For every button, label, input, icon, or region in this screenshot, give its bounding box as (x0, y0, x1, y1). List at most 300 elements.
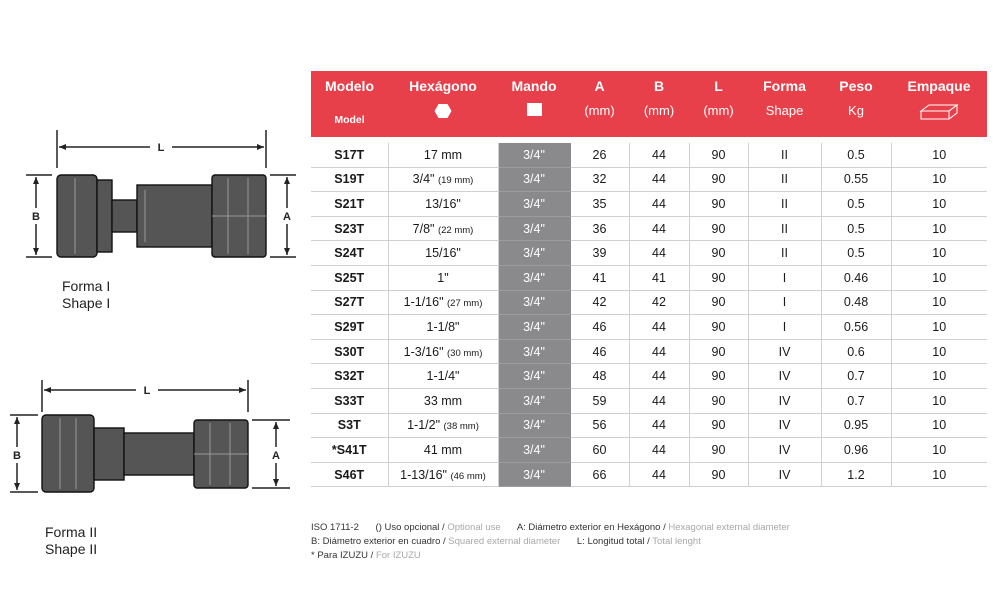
cell-forma (748, 192, 821, 217)
cell-peso (821, 315, 891, 340)
cell-b (629, 462, 689, 487)
cell-a (570, 315, 629, 340)
cell-b-value: 44 (652, 393, 666, 408)
cell-model-value: S27T (334, 295, 365, 310)
footnotes (311, 521, 790, 563)
cell-peso-value: 0.96 (843, 442, 869, 457)
cell-a-value: 26 (592, 147, 607, 162)
table-row (311, 364, 987, 389)
cell-a (570, 339, 629, 364)
cell-peso-value: 0.5 (847, 246, 865, 261)
cell-hexagono (388, 143, 498, 167)
cell-hexagono-mm: (27 mm) (447, 298, 483, 310)
cell-hexagono-value: 1-13/16" (400, 467, 447, 482)
header-hexagono: Hexágono (388, 71, 498, 101)
cell-mando-value: 3/4" (523, 393, 545, 408)
cell-forma (748, 167, 821, 192)
table-row (311, 216, 987, 241)
cell-forma (748, 265, 821, 290)
table-row (311, 265, 987, 290)
cell-l (689, 290, 748, 315)
shape-2-label-l: L (143, 385, 151, 397)
cell-model-value: S21T (334, 196, 365, 211)
cell-hexagono (388, 216, 498, 241)
cell-mando-value: 3/4" (523, 172, 545, 187)
cell-forma (748, 143, 821, 167)
cell-peso-value: 0.5 (847, 221, 865, 236)
cell-empaque (891, 462, 987, 487)
cell-a-value: 46 (592, 344, 607, 359)
box-icon (919, 103, 959, 121)
cell-empaque-value: 10 (932, 467, 947, 482)
cell-hexagono-mm: (19 mm) (437, 175, 474, 187)
hexagon-icon (434, 103, 452, 119)
cell-forma-value: I (782, 319, 787, 334)
cell-forma (748, 216, 821, 241)
cell-model-value: S29T (334, 319, 365, 334)
cell-forma-value: II (781, 196, 788, 211)
cell-model (311, 315, 388, 340)
cell-hexagono (388, 339, 498, 364)
cell-forma (748, 388, 821, 413)
header-peso-unit: Kg (821, 101, 891, 137)
cell-a-value: 36 (592, 221, 607, 236)
cell-empaque-value: 10 (932, 393, 947, 408)
cell-mando-value: 3/4" (523, 442, 545, 457)
footnote-line-2 (311, 535, 790, 549)
table-row (311, 462, 987, 487)
cell-hexagono-value: 1-1/4" (426, 369, 460, 384)
cell-a-value: 56 (592, 418, 607, 433)
shape-2-diagram (0, 378, 310, 563)
cell-hexagono (388, 265, 498, 290)
shape-2-caption-en: Shape II (45, 541, 98, 557)
note-iso: ISO 1711-2 (311, 522, 359, 533)
cell-b-value: 44 (652, 467, 666, 482)
header-hex-icon-cell (388, 101, 498, 137)
cell-forma (748, 413, 821, 438)
cell-b-value: 44 (652, 319, 666, 334)
cell-model (311, 364, 388, 389)
cell-model-value: S17T (334, 147, 365, 162)
shape-2-label-a: A (272, 450, 280, 462)
cell-empaque (891, 438, 987, 463)
cell-l (689, 216, 748, 241)
cell-b-value: 42 (652, 295, 666, 310)
cell-l-value: 90 (711, 369, 726, 384)
cell-l-value: 90 (711, 344, 726, 359)
cell-l-value: 90 (711, 418, 726, 433)
note-optional-en: Optional use (447, 522, 501, 533)
cell-mando (498, 462, 570, 487)
cell-mando (498, 290, 570, 315)
cell-l (689, 167, 748, 192)
cell-b-value: 41 (652, 270, 666, 285)
table-row (311, 413, 987, 438)
header-a: A (570, 71, 629, 101)
cell-model (311, 265, 388, 290)
cell-empaque (891, 167, 987, 192)
cell-forma (748, 315, 821, 340)
cell-mando (498, 192, 570, 217)
cell-hexagono (388, 462, 498, 487)
cell-model (311, 167, 388, 192)
cell-peso-value: 0.56 (843, 319, 869, 334)
cell-b-value: 44 (652, 418, 666, 433)
cell-empaque (891, 143, 987, 167)
cell-l (689, 462, 748, 487)
cell-forma-value: II (781, 246, 788, 261)
cell-peso-value: 0.55 (843, 172, 869, 187)
table-row (311, 339, 987, 364)
header-peso: Peso (821, 71, 891, 101)
cell-a-value: 60 (592, 442, 607, 457)
cell-b (629, 413, 689, 438)
cell-l-value: 90 (711, 295, 726, 310)
cell-hexagono (388, 241, 498, 266)
cell-a-value: 39 (592, 246, 607, 261)
cell-model (311, 192, 388, 217)
cell-l (689, 364, 748, 389)
cell-model (311, 438, 388, 463)
cell-b-value: 44 (652, 442, 666, 457)
header-b: B (629, 71, 689, 101)
cell-model-value: S23T (334, 221, 365, 236)
cell-mando-value: 3/4" (523, 196, 545, 211)
note-izuzu-es: * Para IZUZU / (311, 550, 374, 561)
cell-model (311, 462, 388, 487)
cell-l (689, 143, 748, 167)
cell-peso (821, 413, 891, 438)
cell-l-value: 90 (711, 467, 726, 482)
cell-peso (821, 192, 891, 217)
cell-peso-value: 0.48 (843, 295, 869, 310)
cell-empaque (891, 315, 987, 340)
cell-b-value: 44 (652, 344, 666, 359)
cell-model-value: *S41T (331, 442, 367, 457)
cell-mando (498, 241, 570, 266)
cell-empaque-value: 10 (932, 270, 947, 285)
cell-forma-value: II (781, 172, 788, 187)
cell-peso (821, 388, 891, 413)
header-mando-icon-cell (498, 101, 570, 137)
header-mando: Mando (498, 71, 570, 101)
table-row (311, 290, 987, 315)
cell-empaque-value: 10 (932, 172, 947, 187)
cell-mando-value: 3/4" (523, 418, 545, 433)
table-row (311, 438, 987, 463)
cell-b (629, 216, 689, 241)
cell-model-value: S19T (334, 172, 365, 187)
note-l-es: L: Longitud total / (576, 536, 650, 547)
cell-b-value: 44 (652, 147, 666, 162)
cell-a (570, 265, 629, 290)
cell-peso-value: 0.6 (847, 344, 865, 359)
cell-mando (498, 364, 570, 389)
cell-b (629, 167, 689, 192)
note-optional-es: () Uso opcional / (375, 522, 445, 533)
cell-l-value: 90 (711, 196, 726, 211)
cell-b (629, 315, 689, 340)
cell-empaque-value: 10 (932, 246, 947, 261)
cell-peso (821, 462, 891, 487)
cell-empaque-value: 10 (932, 344, 947, 359)
cell-l-value: 90 (711, 246, 726, 261)
header-row (311, 71, 987, 101)
cell-hexagono-value: 1-3/16" (403, 344, 444, 359)
cell-mando (498, 438, 570, 463)
cell-forma-value: IV (778, 467, 791, 482)
cell-hexagono (388, 192, 498, 217)
cell-peso (821, 364, 891, 389)
cell-hexagono-value: 15/16" (425, 246, 461, 261)
cell-l-value: 90 (711, 270, 726, 285)
note-izuzu-en: For IZUZU (375, 550, 421, 561)
cell-forma (748, 290, 821, 315)
cell-mando-value: 3/4" (523, 270, 545, 285)
cell-empaque (891, 241, 987, 266)
header-sub-row (311, 101, 987, 137)
cell-l (689, 315, 748, 340)
cell-b-value: 44 (652, 172, 666, 187)
cell-l-value: 90 (711, 147, 726, 162)
cell-hexagono-value: 1" (437, 270, 449, 285)
header-modelo: Modelo (311, 71, 388, 101)
cell-b (629, 192, 689, 217)
cell-empaque (891, 413, 987, 438)
note-b-es: B: Diámetro exterior en cuadro / (311, 536, 446, 547)
cell-forma-value: I (782, 295, 787, 310)
cell-mando-value: 3/4" (523, 246, 545, 261)
cell-l-value: 90 (711, 172, 726, 187)
cell-forma (748, 339, 821, 364)
cell-a (570, 388, 629, 413)
header-model-sub: Model (311, 101, 388, 137)
shape-1-caption (62, 278, 110, 312)
cell-forma-value: II (781, 221, 788, 236)
cell-empaque (891, 339, 987, 364)
cell-forma (748, 364, 821, 389)
cell-b-value: 44 (652, 369, 666, 384)
cell-l (689, 265, 748, 290)
cell-empaque-value: 10 (932, 147, 947, 162)
cell-peso-value: 0.5 (847, 147, 865, 162)
cell-forma (748, 462, 821, 487)
header-empaque: Empaque (891, 71, 987, 101)
cell-hexagono-mm: (30 mm) (447, 347, 483, 359)
table-row (311, 241, 987, 266)
cell-peso-value: 0.46 (843, 270, 869, 285)
shape-1-caption-en: Shape I (62, 295, 111, 311)
cell-l-value: 90 (711, 319, 726, 334)
header-l-unit: (mm) (689, 101, 748, 137)
cell-mando (498, 315, 570, 340)
cell-forma-value: I (782, 270, 787, 285)
cell-empaque (891, 192, 987, 217)
cell-model (311, 143, 388, 167)
cell-model-value: S30T (334, 344, 365, 359)
cell-a-value: 59 (592, 393, 607, 408)
cell-peso-value: 0.95 (843, 418, 869, 433)
header-l: L (689, 71, 748, 101)
cell-model (311, 241, 388, 266)
shape-1-caption-es: Forma I (62, 278, 111, 294)
cell-a (570, 192, 629, 217)
footnote-line-1 (311, 521, 790, 535)
cell-hexagono (388, 388, 498, 413)
cell-a-value: 48 (592, 369, 607, 384)
cell-mando-value: 3/4" (523, 147, 545, 162)
cell-hexagono-value: 7/8" (412, 221, 435, 236)
header-a-unit: (mm) (570, 101, 629, 137)
cell-hexagono (388, 290, 498, 315)
cell-empaque-value: 10 (932, 442, 947, 457)
cell-empaque (891, 388, 987, 413)
table-row (311, 143, 987, 167)
cell-peso-value: 0.7 (847, 369, 865, 384)
cell-hexagono-value: 1-1/2" (407, 418, 441, 433)
cell-empaque-value: 10 (932, 196, 947, 211)
shape-2-caption-es: Forma II (45, 524, 98, 540)
cell-b (629, 143, 689, 167)
note-a-en: Hexagonal external diameter (668, 522, 790, 533)
cell-peso (821, 216, 891, 241)
cell-a (570, 413, 629, 438)
cell-model (311, 413, 388, 438)
cell-peso (821, 143, 891, 167)
header-b-unit: (mm) (629, 101, 689, 137)
cell-peso (821, 339, 891, 364)
cell-l (689, 339, 748, 364)
cell-forma-value: II (781, 147, 788, 162)
cell-b (629, 388, 689, 413)
cell-a (570, 143, 629, 167)
cell-model (311, 216, 388, 241)
shape-1-label-b: B (32, 211, 40, 223)
cell-hexagono (388, 413, 498, 438)
cell-l (689, 413, 748, 438)
cell-b (629, 290, 689, 315)
cell-model-value: S3T (337, 418, 361, 433)
cell-hexagono-value: 13/16" (425, 196, 461, 211)
cell-a-value: 35 (592, 196, 607, 211)
footnote-line-3 (311, 549, 790, 563)
cell-l-value: 90 (711, 393, 726, 408)
cell-mando-value: 3/4" (523, 295, 545, 310)
note-b-en: Squared external diameter (448, 536, 561, 547)
cell-peso-value: 0.5 (847, 196, 865, 211)
cell-model-value: S32T (334, 369, 365, 384)
cell-mando (498, 216, 570, 241)
cell-empaque-value: 10 (932, 221, 947, 236)
header-forma-sub: Shape (748, 101, 821, 137)
cell-empaque (891, 290, 987, 315)
cell-mando (498, 388, 570, 413)
cell-hexagono-value: 1-1/8" (426, 319, 460, 334)
cell-empaque (891, 364, 987, 389)
shape-2-caption (45, 524, 97, 558)
cell-hexagono (388, 167, 498, 192)
cell-empaque (891, 216, 987, 241)
cell-empaque (891, 265, 987, 290)
cell-mando-value: 3/4" (523, 369, 545, 384)
cell-hexagono-value: 17 mm (423, 147, 463, 162)
cell-b (629, 438, 689, 463)
cell-b (629, 265, 689, 290)
cell-a (570, 290, 629, 315)
cell-model (311, 339, 388, 364)
square-icon (527, 103, 542, 116)
cell-mando-value: 3/4" (523, 467, 545, 482)
cell-a (570, 216, 629, 241)
cell-mando (498, 413, 570, 438)
cell-empaque-value: 10 (932, 418, 947, 433)
cell-hexagono-value: 41 mm (423, 442, 463, 457)
table-row (311, 167, 987, 192)
cell-b-value: 44 (652, 221, 666, 236)
cell-peso-value: 1.2 (847, 467, 865, 482)
cell-peso-value: 0.7 (847, 393, 865, 408)
table-row (311, 388, 987, 413)
cell-empaque-value: 10 (932, 319, 947, 334)
cell-a (570, 462, 629, 487)
cell-forma-value: IV (778, 442, 791, 457)
cell-a-value: 41 (592, 270, 607, 285)
spec-table-body (311, 143, 987, 487)
socket-spec-table (311, 71, 987, 487)
cell-l (689, 388, 748, 413)
cell-a-value: 32 (592, 172, 607, 187)
cell-hexagono-value: 3/4" (412, 172, 435, 187)
cell-a (570, 438, 629, 463)
cell-hexagono (388, 364, 498, 389)
shape-1-label-l: L (157, 142, 165, 154)
cell-mando (498, 339, 570, 364)
socket-shape-2-drawing (0, 378, 310, 498)
cell-l (689, 241, 748, 266)
shape-2-label-b: B (13, 450, 21, 462)
cell-peso (821, 241, 891, 266)
cell-b-value: 44 (652, 196, 666, 211)
cell-model-value: S33T (334, 393, 365, 408)
cell-b-value: 44 (652, 246, 666, 261)
cell-forma-value: IV (778, 393, 791, 408)
cell-peso (821, 290, 891, 315)
cell-l-value: 90 (711, 442, 726, 457)
cell-a (570, 167, 629, 192)
cell-model-value: S25T (334, 270, 365, 285)
cell-forma-value: IV (778, 369, 791, 384)
cell-hexagono-mm: (22 mm) (437, 224, 474, 236)
cell-mando (498, 265, 570, 290)
cell-b (629, 364, 689, 389)
cell-hexagono-value: 33 mm (423, 393, 463, 408)
cell-mando-value: 3/4" (523, 344, 545, 359)
cell-hexagono (388, 438, 498, 463)
cell-peso (821, 167, 891, 192)
cell-l (689, 192, 748, 217)
cell-mando (498, 143, 570, 167)
cell-hexagono-value: 1-1/16" (403, 295, 444, 310)
cell-forma-value: IV (778, 344, 791, 359)
cell-hexagono-mm: (38 mm) (443, 421, 479, 433)
cell-model-value: S24T (334, 246, 365, 261)
header-forma: Forma (748, 71, 821, 101)
cell-peso (821, 265, 891, 290)
cell-forma (748, 438, 821, 463)
socket-shape-1-drawing (0, 130, 310, 275)
cell-hexagono (388, 315, 498, 340)
